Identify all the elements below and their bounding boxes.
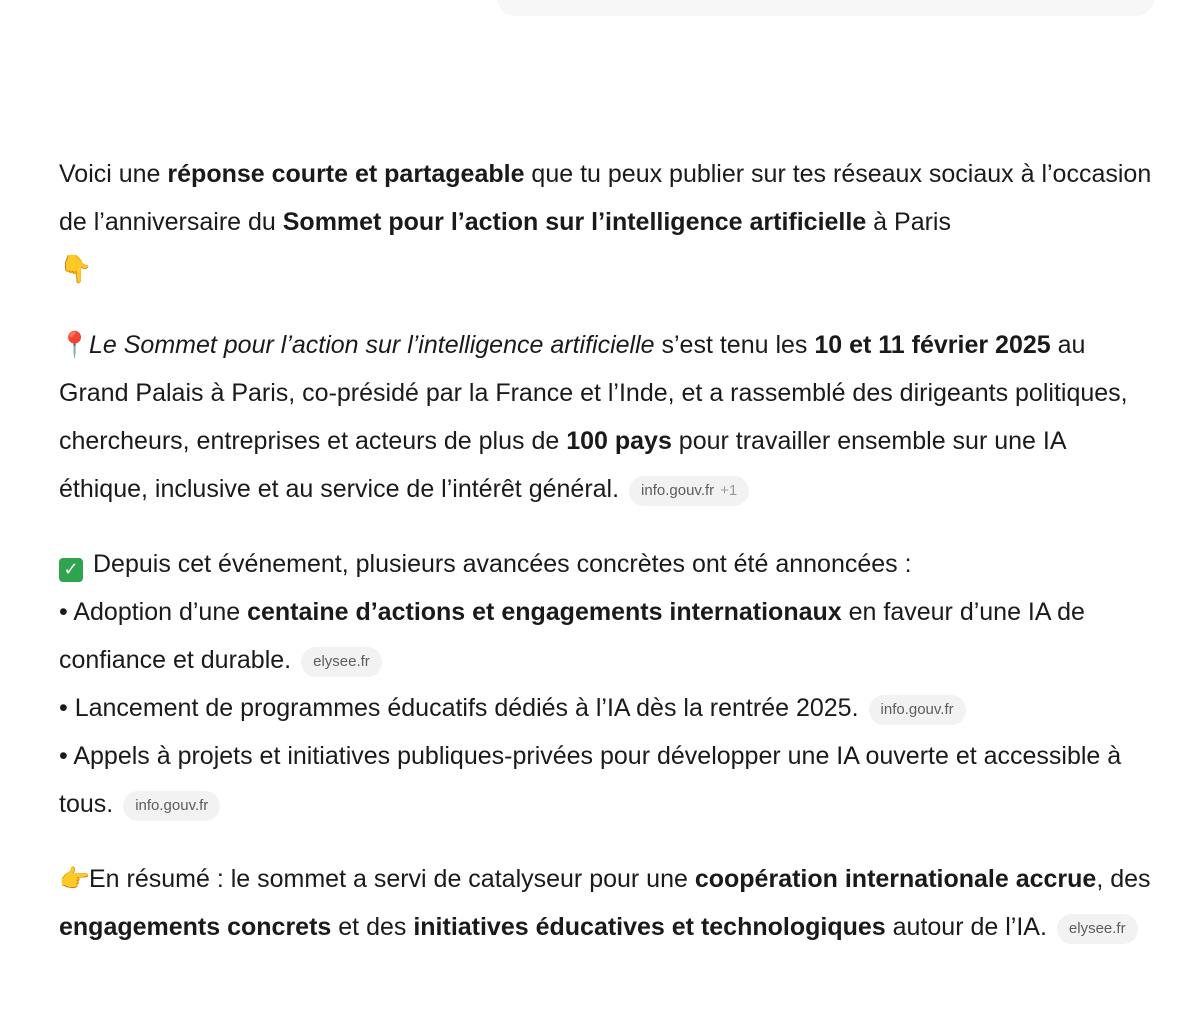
list-item-text: en faveur d’une IA de confiance et durable. [59,598,1085,674]
summit-paragraph [59,321,1159,513]
source-chip[interactable] [629,476,749,506]
list-item [59,732,1159,828]
intro-bold-text: réponse courte et partageable [167,160,525,188]
assistant-message [59,150,1159,951]
summary-text: autour de l’IA. [885,913,1047,941]
list-item [59,588,1159,684]
pointing-right-icon: 👉 [59,864,91,893]
list-item-text: Adoption d’une [67,598,248,626]
summit-name-bold: Sommet pour l’action sur l’intelligence artificielle [282,208,867,236]
source-chip[interactable]: elysee.fr [301,647,382,677]
summit-text: pour travailler ensemble sur une IA éthique, inclusive et au service de l’intérêt général. [59,427,1066,503]
summary-bold: initiatives éducatives et technologiques [413,913,886,941]
intro-paragraph [59,150,1159,294]
bullet: • [59,694,68,722]
advances-paragraph [59,540,1159,828]
previous-user-message-bubble [497,0,1154,16]
source-chip[interactable]: elysee.fr [1057,914,1138,944]
source-count: +1 [720,482,738,499]
summary-text: , des [1096,865,1151,893]
summit-text: s’est tenu les [654,331,815,359]
summary-text: et des [331,913,414,941]
advances-intro [59,540,1159,588]
summary-text: En résumé : le sommet a servi de catalyseur pour une [89,865,695,893]
summit-text: au Grand Palais à Paris, co-présidé par la France et l’Inde, et a rassemblé des dirigeants politiques, chercheurs, entreprises et acteurs de plus de [59,331,1128,455]
list-item-bold: centaine d’actions et engagements internationaux [247,598,842,626]
source-label: info.gouv.fr [641,482,715,499]
source-chip[interactable]: info.gouv.fr [123,791,220,821]
list-item [59,684,1159,732]
intro-text: Voici une [59,160,168,188]
summary-paragraph [59,855,1159,951]
source-chip[interactable]: info.gouv.fr [869,695,966,725]
list-item-text: Lancement de programmes éducatifs dédiés à l’IA dès la rentrée 2025. [67,694,859,722]
summit-dates: 10 et 11 février 2025 [814,331,1051,359]
intro-text: que tu peux publier sur tes réseaux sociaux à l’occasion de l’anniversaire du [59,160,1152,236]
list-item-text: Appels à projets et initiatives publiques-privées pour développer une IA ouverte et accessible à tous. [59,742,1122,818]
advances-intro-text: Depuis cet événement, plusieurs avancées concrètes ont été annoncées : [93,550,912,578]
bullet: • [59,742,68,770]
summary-bold: coopération internationale accrue [694,865,1097,893]
check-icon: ✓ [59,558,83,582]
country-count: 100 pays [566,427,672,455]
pin-icon: 📍 [59,330,91,359]
bullet: • [59,598,68,626]
intro-text: à Paris [866,208,951,236]
summit-name-italic: Le Sommet pour l’action sur l’intelligence artificielle [89,331,655,359]
pointing-down-icon: 👇 [59,254,93,285]
summary-bold: engagements concrets [59,913,332,941]
